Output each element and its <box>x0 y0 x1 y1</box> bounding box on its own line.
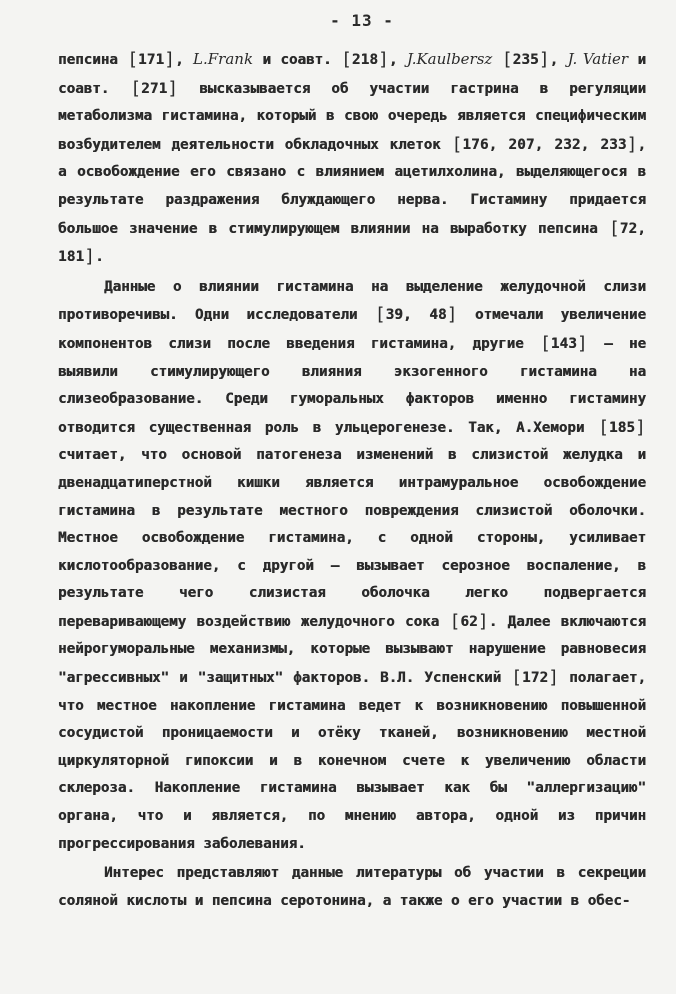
text-run: , <box>175 52 194 68</box>
citation-number: 72, 181 <box>58 220 646 266</box>
citation-number: 171 <box>138 52 165 68</box>
bracket-open: [ <box>130 77 142 99</box>
text-run: Данные о влиянии гистамина на выделение желудочной слизи противоречивы. Одни исследователи <box>58 278 646 324</box>
bracket-open: [ <box>501 49 513 70</box>
bracket-open: [ <box>449 610 461 632</box>
bracket-close: ] <box>538 49 550 70</box>
citation-reference <box>539 332 588 354</box>
bracket-close: ] <box>477 610 489 632</box>
handwritten-author-name: L.Frank <box>193 50 254 68</box>
text-run: высказывается об участии гастрина в регуляции метаболизма гистамина, который в свою очередь является специфическим возбудителем деятельности обкладочных клеток <box>58 80 646 153</box>
citation-reference <box>511 667 560 689</box>
citation-reference <box>451 133 638 155</box>
citation-reference <box>501 49 550 70</box>
handwritten-author-name: J. Vatier <box>567 50 629 68</box>
citation-number: 39, 48 <box>385 307 447 324</box>
text-run: . <box>95 249 104 266</box>
page-number: - 13 - <box>330 11 394 30</box>
bracket-open: [ <box>341 49 352 70</box>
citation-number: 271 <box>141 80 168 97</box>
bracket-close: ] <box>626 133 638 155</box>
paragraph-p3 <box>58 860 646 915</box>
citation-number: 235 <box>512 52 539 68</box>
bracket-close: ] <box>378 49 389 70</box>
bracket-open: [ <box>451 133 463 155</box>
bracket-close: ] <box>167 77 179 99</box>
bracket-close: ] <box>548 667 560 689</box>
text-run: считает, что основой патогенеза изменений в слизистой желудка и двенадцатиперстной кишки является интрамуральное освобождение гистамина в результате местного повреждения слизистой оболочки. Местное освобождение гистамина, с одной стороны, усиливает кислотообразование, с другой – вызывает серозное воспаление, в результате чего слизистая оболочка легко подвергается переваривающему воздействию желудочного сока <box>58 447 646 630</box>
bracket-open: [ <box>608 217 620 239</box>
text-run: отмечали увеличение компонентов слизи после введения гистамина, другие <box>58 307 646 352</box>
bracket-close: ] <box>635 416 646 438</box>
bracket-open: [ <box>539 332 551 354</box>
citation-number: 143 <box>550 335 578 352</box>
citation-reference <box>130 77 179 99</box>
bracket-close: ] <box>577 332 588 354</box>
citation-reference <box>374 304 458 326</box>
citation-reference <box>341 49 389 70</box>
bracket-close: ] <box>164 49 176 70</box>
bracket-close: ] <box>446 304 458 326</box>
text-run: Интерес представляют данные литературы об участии в секреции соляной кислоты и пепсина серотонина, а также о его участии в обес- <box>58 865 646 909</box>
citation-number: 176, 207, 232, 233 <box>462 136 627 153</box>
text-run: , <box>388 52 407 68</box>
paragraph-p1 <box>58 46 646 272</box>
bracket-open: [ <box>598 416 609 438</box>
citation-number: 62 <box>460 613 478 630</box>
body-text <box>58 46 646 915</box>
bracket-open: [ <box>374 304 386 326</box>
text-run: , <box>549 52 568 68</box>
citation-reference <box>127 49 176 70</box>
citation-number: 172 <box>522 670 549 687</box>
paragraph-p2 <box>58 274 646 858</box>
text-run: и соавт. <box>58 52 647 97</box>
handwritten-author-name: J.Kaulbersz <box>406 50 493 68</box>
text-run: и соавт. <box>253 52 341 68</box>
bracket-close: ] <box>84 246 96 268</box>
text-run: . Далее включаются нейрогуморальные механизмы, которые вызывают нарушение равновесия "агрессивных" и "защитных" факторов. В.Л. Успенский <box>58 613 647 687</box>
bracket-open: [ <box>511 667 522 689</box>
text-run <box>492 52 501 68</box>
bracket-open: [ <box>127 49 139 70</box>
citation-number: 185 <box>608 419 636 436</box>
text-run: пепсина <box>58 52 128 68</box>
citation-reference <box>449 610 489 632</box>
text-run: – не выявили стимулирующего влияния экзогенного гистамина на слизеобразование. Среди гуморальных факторов именно гистамину отводится существенная роль в ульцерогенезе. Так, А.Хемори <box>58 335 647 436</box>
text-run: полагает, что местное накопление гистамина ведет к возникновению повышенной сосудистой проницаемости и отёку тканей, возникновению местной циркуляторной гипоксии и в конечном счете к увеличению области склероза. Накопление гистамина вызывает как бы "аллергизацию" органа, что и является, по мнению автора, одной из причин прогрессирования заболевания. <box>58 670 646 852</box>
citation-reference <box>598 416 646 438</box>
citation-number: 218 <box>351 52 379 68</box>
text-run: , а освобождение его связано с влиянием ацетилхолина, выделяющегося в результате раздражения блуждающего нерва. Гистамину придается большое значение в стимулирующем влиянии на выработку пепсина <box>58 136 647 237</box>
